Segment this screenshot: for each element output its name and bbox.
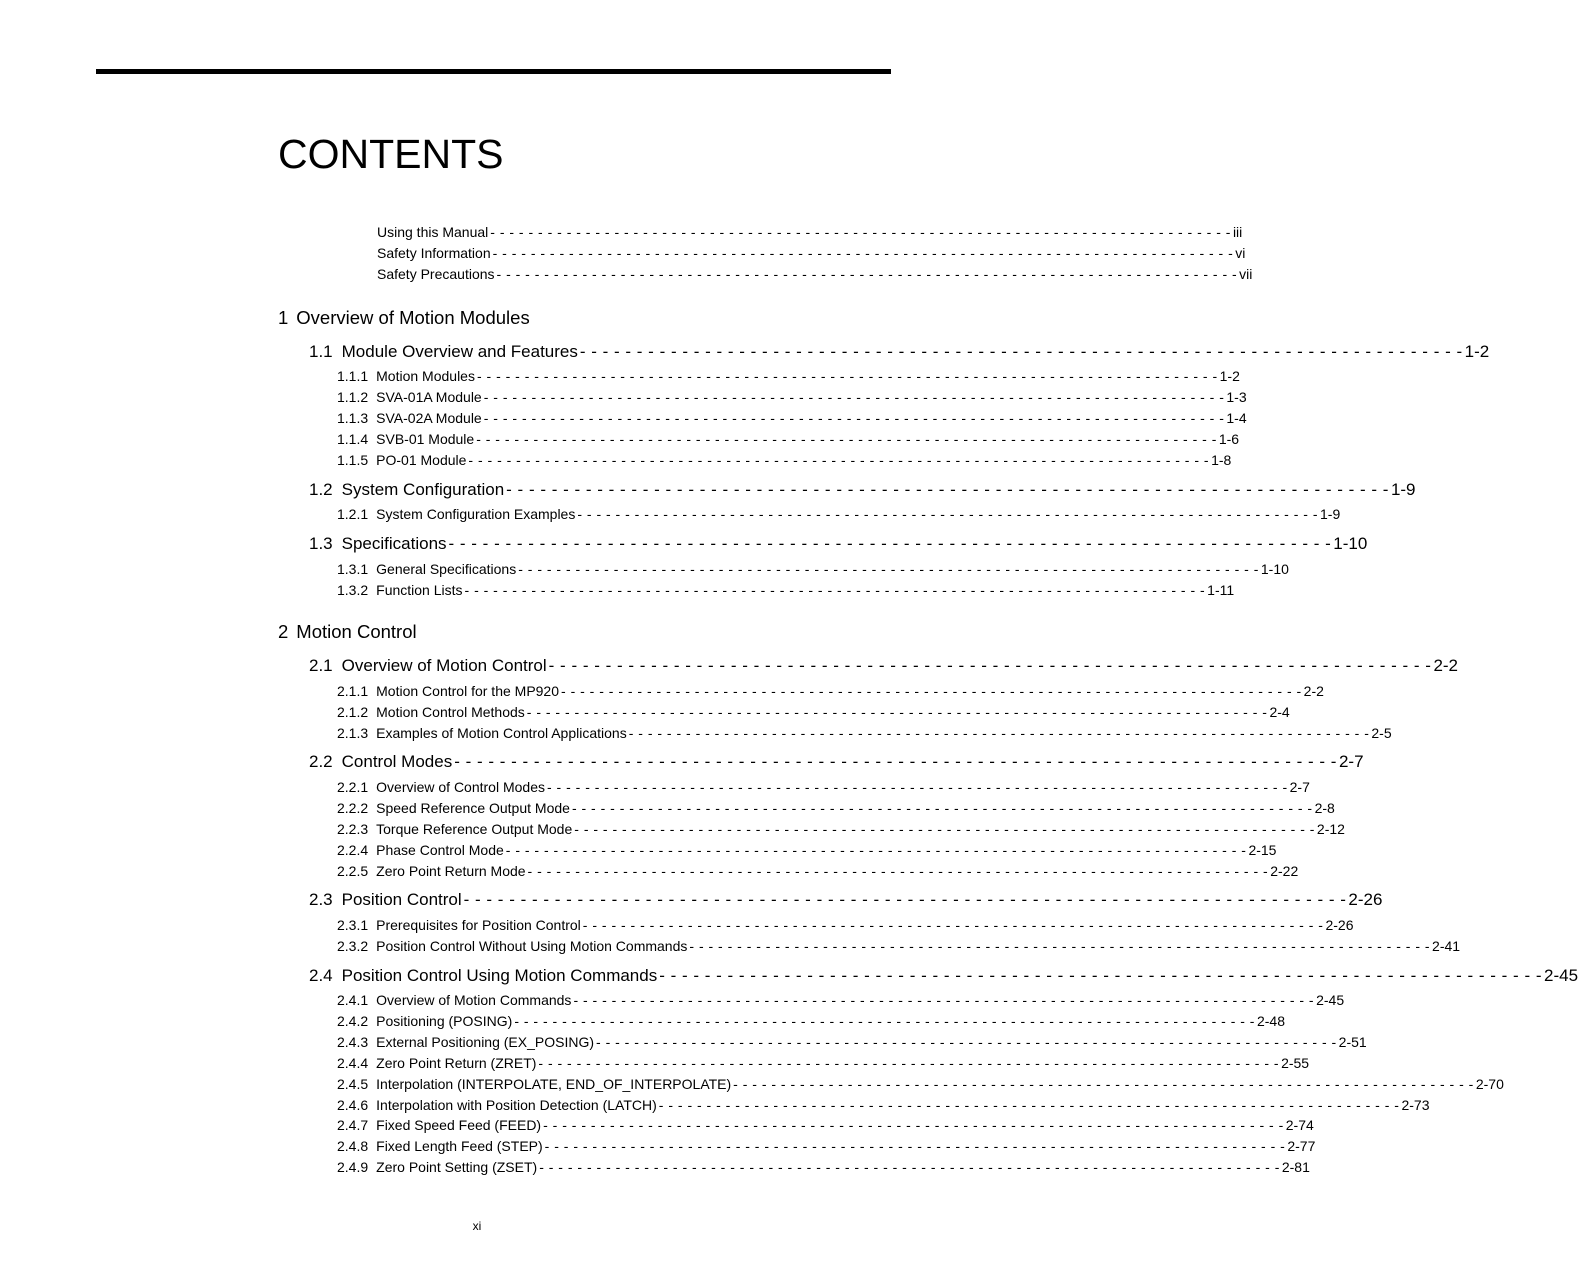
entry-number: 2.2 xyxy=(309,752,333,771)
toc-subsection-2-2-4[interactable] xyxy=(337,842,1277,860)
toc-subsection-1-1-2[interactable] xyxy=(337,389,1247,407)
dot-leader: - - - - - - - - - - - - - - - - - - - - - - - - - - - - - - - - - - - - - - - - - - - - - - - - - - - - - - - - - - - - - - - - - - - - - - - - - - - - - - xyxy=(548,656,1432,675)
toc-subsection-2-1-1[interactable] xyxy=(337,683,1324,701)
entry-number: 2.1 xyxy=(309,656,333,675)
dot-leader: - - - - - - - - - - - - - - - - - - - - - - - - - - - - - - - - - - - - - - - - - - - - - - - - - - - - - - - - - - - - - - - - - - - - - - - - - - - - - - xyxy=(582,917,1324,933)
entry-page: 1-9 xyxy=(1390,480,1416,499)
entry-number: 2.2.3 xyxy=(337,821,369,837)
entry-title: Overview of Control Modes xyxy=(376,779,545,795)
entry-page: 2-51 xyxy=(1338,1034,1367,1050)
toc-subsection-2-4-1[interactable] xyxy=(337,992,1345,1010)
toc-subsection-2-4-5[interactable] xyxy=(337,1076,1504,1094)
toc-subsection-2-4-4[interactable] xyxy=(337,1055,1310,1073)
toc-front-safety-precautions[interactable] xyxy=(377,266,1253,284)
entry-number: 1 xyxy=(278,307,289,328)
entry-title: Specifications xyxy=(341,534,447,553)
entry-title: Safety Precautions xyxy=(377,266,495,282)
dot-leader: - - - - - - - - - - - - - - - - - - - - - - - - - - - - - - - - - - - - - - - - - - - - - - - - - - - - - - - - - - - - - - - - - - - - - - - - - - - - - - xyxy=(543,1117,1284,1133)
entry-number: 2.4.2 xyxy=(337,1013,369,1029)
toc-subsection-1-3-2[interactable] xyxy=(337,582,1235,600)
entry-number: 2.2.4 xyxy=(337,842,369,858)
entry-number: 2.4.6 xyxy=(337,1097,369,1113)
entry-title: Motion Control for the MP920 xyxy=(376,683,560,699)
toc-chapter-1[interactable] xyxy=(278,307,530,331)
entry-page: 2-26 xyxy=(1325,917,1354,933)
toc-subsection-2-2-1[interactable] xyxy=(337,779,1310,797)
entry-page: 2-45 xyxy=(1544,966,1578,985)
entry-title: Overview of Motion Commands xyxy=(376,992,572,1008)
entry-number: 1.1.3 xyxy=(337,410,369,426)
entry-page: 2-12 xyxy=(1316,821,1345,837)
entry-title: System Configuration Examples xyxy=(376,506,576,522)
toc-subsection-2-4-9[interactable] xyxy=(337,1159,1310,1177)
toc-subsection-2-4-8[interactable] xyxy=(337,1138,1316,1156)
toc-section-2-2[interactable] xyxy=(309,752,1364,774)
dot-leader: - - - - - - - - - - - - - - - - - - - - - - - - - - - - - - - - - - - - - - - - - - - - - - - - - - - - - - - - - - - - - - - - - - - - - - - - - - - - - - xyxy=(596,1034,1337,1050)
toc-subsection-2-1-2[interactable] xyxy=(337,704,1290,722)
entry-page: iii xyxy=(1232,224,1243,240)
entry-title: Position Control Without Using Motion Commands xyxy=(376,938,688,954)
dot-leader: - - - - - - - - - - - - - - - - - - - - - - - - - - - - - - - - - - - - - - - - - - - - - - - - - - - - - - - - - - - - - - - - - - - - - - - - - - - - - - xyxy=(526,704,1268,720)
toc-subsection-2-4-6[interactable] xyxy=(337,1097,1430,1115)
entry-title: Position Control Using Motion Commands xyxy=(341,966,658,985)
entry-page: 1-2 xyxy=(1464,342,1490,361)
entry-page: 1-2 xyxy=(1219,368,1240,384)
entry-page: 1-11 xyxy=(1207,582,1235,598)
dot-leader: - - - - - - - - - - - - - - - - - - - - - - - - - - - - - - - - - - - - - - - - - - - - - - - - - - - - - - - - - - - - - - - - - - - - - - - - - - - - - - xyxy=(538,1055,1280,1071)
entry-title: Safety Information xyxy=(377,245,491,261)
entry-title: Torque Reference Output Mode xyxy=(376,821,573,837)
entry-page: 2-5 xyxy=(1371,725,1392,741)
entry-number: 1.1.1 xyxy=(337,368,369,384)
entry-page: 1-10 xyxy=(1333,534,1368,553)
dot-leader: - - - - - - - - - - - - - - - - - - - - - - - - - - - - - - - - - - - - - - - - - - - - - - - - - - - - - - - - - - - - - - - - - - - - - - - - - - - - - - xyxy=(464,582,1206,598)
entry-page: 2-2 xyxy=(1303,683,1324,699)
entry-title: SVA-02A Module xyxy=(376,410,482,426)
entry-number: 1.1.4 xyxy=(337,431,369,447)
dot-leader: - - - - - - - - - - - - - - - - - - - - - - - - - - - - - - - - - - - - - - - - - - - - - - - - - - - - - - - - - - - - - - - - - - - - - - - - - - - - - - xyxy=(492,245,1234,261)
entry-number: 2 xyxy=(278,621,289,642)
entry-page: 2-73 xyxy=(1401,1097,1430,1113)
entry-number: 2.1.2 xyxy=(337,704,369,720)
entry-title: External Positioning (EX_POSING) xyxy=(376,1034,595,1050)
entry-title: PO-01 Module xyxy=(376,452,467,468)
toc-subsection-2-3-2[interactable] xyxy=(337,938,1461,956)
entry-title: Position Control xyxy=(341,890,462,909)
entry-page: 1-6 xyxy=(1218,431,1240,447)
entry-title: Using this Manual xyxy=(377,224,489,240)
toc-section-2-1[interactable] xyxy=(309,656,1459,678)
entry-number: 2.4.4 xyxy=(337,1055,369,1071)
dot-leader: - - - - - - - - - - - - - - - - - - - - - - - - - - - - - - - - - - - - - - - - - - - - - - - - - - - - - - - - - - - - - - - - - - - - - - - - - - - - - - xyxy=(527,863,1269,879)
entry-title: Positioning (POSING) xyxy=(376,1013,513,1029)
entry-page: 1-4 xyxy=(1226,410,1247,426)
toc-subsection-2-2-2[interactable] xyxy=(337,800,1335,818)
entry-number: 1.2 xyxy=(309,480,333,499)
dot-leader: - - - - - - - - - - - - - - - - - - - - - - - - - - - - - - - - - - - - - - - - - - - - - - - - - - - - - - - - - - - - - - - - - - - - - - - - - - - - - - xyxy=(546,779,1288,795)
toc-subsection-2-4-2[interactable] xyxy=(337,1013,1285,1031)
entry-page: 2-26 xyxy=(1348,890,1383,909)
toc-section-1-3[interactable] xyxy=(309,534,1368,556)
dot-leader: - - - - - - - - - - - - - - - - - - - - - - - - - - - - - - - - - - - - - - - - - - - - - - - - - - - - - - - - - - - - - - - - - - - - - - - - - - - - - - xyxy=(628,725,1370,741)
entry-page: 1-9 xyxy=(1320,506,1341,522)
toc-subsection-1-2-1[interactable] xyxy=(337,506,1341,524)
toc-front-using-this-manual[interactable] xyxy=(377,224,1243,242)
entry-title: Fixed Speed Feed (FEED) xyxy=(376,1117,542,1133)
entry-page: 2-70 xyxy=(1475,1076,1504,1092)
dot-leader: - - - - - - - - - - - - - - - - - - - - - - - - - - - - - - - - - - - - - - - - - - - - - - - - - - - - - - - - - - - - - - - - - - - - - - - - - - - - - - xyxy=(468,452,1210,468)
dot-leader: - - - - - - - - - - - - - - - - - - - - - - - - - - - - - - - - - - - - - - - - - - - - - - - - - - - - - - - - - - - - - - - - - - - - - - - - - - - - - - xyxy=(505,842,1247,858)
entry-number: 2.1.1 xyxy=(337,683,369,699)
entry-number: 2.4 xyxy=(309,966,333,985)
entry-page: 2-77 xyxy=(1287,1138,1316,1154)
entry-page: 2-41 xyxy=(1432,938,1461,954)
entry-number: 2.3.2 xyxy=(337,938,369,954)
dot-leader: - - - - - - - - - - - - - - - - - - - - - - - - - - - - - - - - - - - - - - - - - - - - - - - - - - - - - - - - - - - - - - - - - - - - - - - - - - - - - - xyxy=(463,890,1347,909)
entry-title: Zero Point Setting (ZSET) xyxy=(376,1159,538,1175)
dot-leader: - - - - - - - - - - - - - - - - - - - - - - - - - - - - - - - - - - - - - - - - - - - - - - - - - - - - - - - - - - - - - - - - - - - - - - - - - - - - - - xyxy=(658,1097,1400,1113)
dot-leader: - - - - - - - - - - - - - - - - - - - - - - - - - - - - - - - - - - - - - - - - - - - - - - - - - - - - - - - - - - - - - - - - - - - - - - - - - - - - - - xyxy=(577,506,1318,522)
entry-number: 2.2.1 xyxy=(337,779,369,795)
toc-subsection-1-1-3[interactable] xyxy=(337,410,1247,428)
entry-page: 1-8 xyxy=(1211,452,1232,468)
page-title: CONTENTS xyxy=(278,131,504,177)
entry-title: Motion Modules xyxy=(376,368,475,384)
entry-page: 2-45 xyxy=(1316,992,1345,1008)
entry-number: 2.4.5 xyxy=(337,1076,369,1092)
entry-title: Examples of Motion Control Applications xyxy=(376,725,627,741)
entry-page: 2-4 xyxy=(1269,704,1290,720)
entry-title: Control Modes xyxy=(341,752,453,771)
toc-subsection-1-1-1[interactable] xyxy=(337,368,1240,386)
entry-number: 2.1.3 xyxy=(337,725,369,741)
entry-number: 2.2.2 xyxy=(337,800,369,816)
entry-page: 2-15 xyxy=(1248,842,1277,858)
entry-title: Speed Reference Output Mode xyxy=(376,800,570,816)
entry-page: 2-74 xyxy=(1285,1117,1314,1133)
toc-subsection-2-4-3[interactable] xyxy=(337,1034,1367,1052)
dot-leader: - - - - - - - - - - - - - - - - - - - - - - - - - - - - - - - - - - - - - - - - - - - - - - - - - - - - - - - - - - - - - - - - - - - - - - - - - - - - - - xyxy=(506,480,1389,499)
toc-section-1-1[interactable] xyxy=(309,342,1490,364)
entry-page: 2-81 xyxy=(1281,1159,1310,1175)
entry-page: 2-2 xyxy=(1433,656,1459,675)
dot-leader: - - - - - - - - - - - - - - - - - - - - - - - - - - - - - - - - - - - - - - - - - - - - - - - - - - - - - - - - - - - - - - - - - - - - - - - - - - - - - - xyxy=(476,368,1218,384)
dot-leader: - - - - - - - - - - - - - - - - - - - - - - - - - - - - - - - - - - - - - - - - - - - - - - - - - - - - - - - - - - - - - - - - - - - - - - - - - - - - - - xyxy=(448,534,1332,553)
entry-title: General Specifications xyxy=(376,561,517,577)
toc-subsection-2-1-3[interactable] xyxy=(337,725,1392,743)
dot-leader: - - - - - - - - - - - - - - - - - - - - - - - - - - - - - - - - - - - - - - - - - - - - - - - - - - - - - - - - - - - - - - - - - - - - - - - - - - - - - - xyxy=(689,938,1431,954)
entry-number: 1.3 xyxy=(309,534,333,553)
entry-number: 2.4.7 xyxy=(337,1117,369,1133)
dot-leader: - - - - - - - - - - - - - - - - - - - - - - - - - - - - - - - - - - - - - - - - - - - - - - - - - - - - - - - - - - - - - - - - - - - - - - - - - - - - - - xyxy=(561,683,1302,699)
entry-title: SVB-01 Module xyxy=(376,431,475,447)
dot-leader: - - - - - - - - - - - - - - - - - - - - - - - - - - - - - - - - - - - - - - - - - - - - - - - - - - - - - - - - - - - - - - - - - - - - - - - - - - - - - - xyxy=(483,410,1225,426)
toc-section-1-2[interactable] xyxy=(309,480,1416,502)
entry-number: 2.2.5 xyxy=(337,863,369,879)
dot-leader: - - - - - - - - - - - - - - - - - - - - - - - - - - - - - - - - - - - - - - - - - - - - - - - - - - - - - - - - - - - - - - - - - - - - - - - - - - - - - - xyxy=(490,224,1231,240)
entry-title: Zero Point Return (ZRET) xyxy=(376,1055,537,1071)
entry-page: 2-7 xyxy=(1289,779,1310,795)
entry-number: 2.4.8 xyxy=(337,1138,369,1154)
toc-subsection-2-4-7[interactable] xyxy=(337,1117,1314,1135)
entry-number: 1.2.1 xyxy=(337,506,369,522)
entry-page: 2-8 xyxy=(1314,800,1335,816)
dot-leader: - - - - - - - - - - - - - - - - - - - - - - - - - - - - - - - - - - - - - - - - - - - - - - - - - - - - - - - - - - - - - - - - - - - - - - - - - - - - - - xyxy=(544,1138,1286,1154)
entry-title: Function Lists xyxy=(376,582,463,598)
entry-number: 1.3.2 xyxy=(337,582,369,598)
top-rule xyxy=(96,69,891,74)
dot-leader: - - - - - - - - - - - - - - - - - - - - - - - - - - - - - - - - - - - - - - - - - - - - - - - - - - - - - - - - - - - - - - - - - - - - - - - - - - - - - - xyxy=(476,431,1217,447)
entry-number: 1.1.5 xyxy=(337,452,369,468)
dot-leader: - - - - - - - - - - - - - - - - - - - - - - - - - - - - - - - - - - - - - - - - - - - - - - - - - - - - - - - - - - - - - - - - - - - - - - - - - - - - - - xyxy=(518,561,1259,577)
entry-page: 2-55 xyxy=(1281,1055,1310,1071)
toc-subsection-2-2-5[interactable] xyxy=(337,863,1299,881)
entry-number: 2.3 xyxy=(309,890,333,909)
toc-subsection-1-1-4[interactable] xyxy=(337,431,1240,449)
toc-subsection-2-2-3[interactable] xyxy=(337,821,1345,839)
entry-title: Zero Point Return Mode xyxy=(376,863,526,879)
entry-number: 2.3.1 xyxy=(337,917,369,933)
entry-page: 2-48 xyxy=(1256,1013,1285,1029)
entry-page: vii xyxy=(1239,266,1253,282)
page-number: xi xyxy=(472,1219,482,1233)
entry-title: Motion Control Methods xyxy=(376,704,525,720)
entry-page: 1-10 xyxy=(1260,561,1289,577)
dot-leader: - - - - - - - - - - - - - - - - - - - - - - - - - - - - - - - - - - - - - - - - - - - - - - - - - - - - - - - - - - - - - - - - - - - - - - - - - - - - - - xyxy=(454,752,1337,771)
entry-title: Motion Control xyxy=(296,621,417,642)
entry-title: Overview of Motion Control xyxy=(341,656,547,675)
dot-leader: - - - - - - - - - - - - - - - - - - - - - - - - - - - - - - - - - - - - - - - - - - - - - - - - - - - - - - - - - - - - - - - - - - - - - - - - - - - - - - xyxy=(483,389,1225,405)
toc-subsection-2-3-1[interactable] xyxy=(337,917,1354,935)
dot-leader: - - - - - - - - - - - - - - - - - - - - - - - - - - - - - - - - - - - - - - - - - - - - - - - - - - - - - - - - - - - - - - - - - - - - - - - - - - - - - - xyxy=(574,821,1315,837)
entry-number: 1.3.1 xyxy=(337,561,369,577)
toc-subsection-1-1-5[interactable] xyxy=(337,452,1232,470)
entry-number: 2.4.3 xyxy=(337,1034,369,1050)
entry-title: SVA-01A Module xyxy=(376,389,482,405)
entry-page: 1-3 xyxy=(1226,389,1247,405)
toc-front-safety-information[interactable] xyxy=(377,245,1246,263)
entry-page: 2-22 xyxy=(1270,863,1299,879)
toc-section-2-4[interactable] xyxy=(309,966,1578,988)
entry-title: Phase Control Mode xyxy=(376,842,504,858)
entry-number: 1.1.2 xyxy=(337,389,369,405)
entry-title: Overview of Motion Modules xyxy=(296,307,530,328)
entry-title: Module Overview and Features xyxy=(341,342,578,361)
entry-page: vi xyxy=(1235,245,1246,261)
entry-number: 2.4.1 xyxy=(337,992,369,1008)
dot-leader: - - - - - - - - - - - - - - - - - - - - - - - - - - - - - - - - - - - - - - - - - - - - - - - - - - - - - - - - - - - - - - - - - - - - - - - - - - - - - - xyxy=(733,1076,1474,1092)
dot-leader: - - - - - - - - - - - - - - - - - - - - - - - - - - - - - - - - - - - - - - - - - - - - - - - - - - - - - - - - - - - - - - - - - - - - - - - - - - - - - - xyxy=(571,800,1313,816)
entry-title: Prerequisites for Position Control xyxy=(376,917,581,933)
dot-leader: - - - - - - - - - - - - - - - - - - - - - - - - - - - - - - - - - - - - - - - - - - - - - - - - - - - - - - - - - - - - - - - - - - - - - - - - - - - - - - xyxy=(496,266,1238,282)
dot-leader: - - - - - - - - - - - - - - - - - - - - - - - - - - - - - - - - - - - - - - - - - - - - - - - - - - - - - - - - - - - - - - - - - - - - - - - - - - - - - - xyxy=(539,1159,1280,1175)
entry-page: 2-7 xyxy=(1338,752,1364,771)
entry-title: System Configuration xyxy=(341,480,505,499)
entry-title: Interpolation (INTERPOLATE, END_OF_INTERPOLATE) xyxy=(376,1076,732,1092)
dot-leader: - - - - - - - - - - - - - - - - - - - - - - - - - - - - - - - - - - - - - - - - - - - - - - - - - - - - - - - - - - - - - - - - - - - - - - - - - - - - - - xyxy=(573,992,1315,1008)
entry-number: 2.4.9 xyxy=(337,1159,369,1175)
entry-title: Interpolation with Position Detection (LATCH) xyxy=(376,1097,657,1113)
entry-number: 1.1 xyxy=(309,342,333,361)
toc-subsection-1-3-1[interactable] xyxy=(337,561,1289,579)
dot-leader: - - - - - - - - - - - - - - - - - - - - - - - - - - - - - - - - - - - - - - - - - - - - - - - - - - - - - - - - - - - - - - - - - - - - - - - - - - - - - - xyxy=(579,342,1463,361)
toc-chapter-2[interactable] xyxy=(278,621,417,645)
toc-section-2-3[interactable] xyxy=(309,890,1383,912)
dot-leader: - - - - - - - - - - - - - - - - - - - - - - - - - - - - - - - - - - - - - - - - - - - - - - - - - - - - - - - - - - - - - - - - - - - - - - - - - - - - - - xyxy=(659,966,1542,985)
dot-leader: - - - - - - - - - - - - - - - - - - - - - - - - - - - - - - - - - - - - - - - - - - - - - - - - - - - - - - - - - - - - - - - - - - - - - - - - - - - - - - xyxy=(514,1013,1255,1029)
entry-title: Fixed Length Feed (STEP) xyxy=(376,1138,543,1154)
